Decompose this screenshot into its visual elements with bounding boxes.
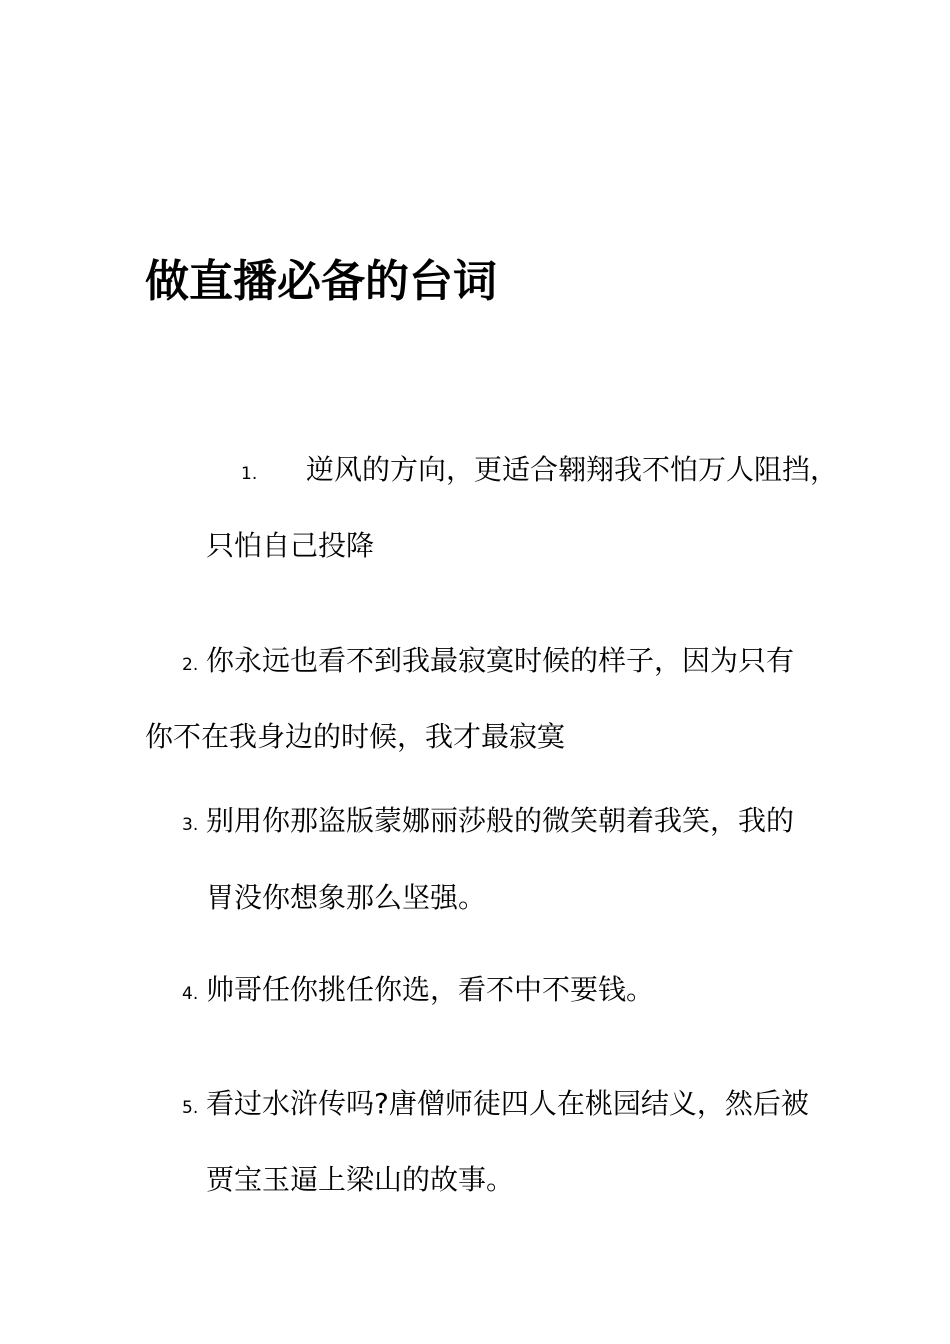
list-item-text-line: 别用你那盗版蒙娜丽莎般的微笑朝着我笑，我的 [206,804,795,837]
list-item-number: 3. [182,815,199,835]
document-title: 做直播必备的台词 [145,256,497,307]
list-item-text-line: 逆风的方向，更适合翱翔我不怕万人阻挡， [306,453,839,486]
list-item-number: 2. [182,655,199,675]
list-item-text-line: 胃没你想象那么坚强。 [206,881,487,914]
list-item-text-line: 帅哥任你挑任你选，看不中不要钱。 [206,973,655,1006]
list-item-text-line: 你不在我身边的时候，我才最寂寞 [145,720,566,753]
list-item-text-line: 贾宝玉逼上梁山的故事。 [206,1163,515,1196]
list-item-text-line: 只怕自己投降 [206,529,375,562]
list-item-number: 4. [182,984,199,1004]
list-item-number: 1. [241,464,258,484]
list-item-text-line: 看过水浒传吗?唐僧师徒四人在桃园结义，然后被 [206,1087,809,1120]
list-item-number: 5. [182,1098,199,1118]
list-item-text-line: 你永远也看不到我最寂寞时候的样子，因为只有 [206,644,795,677]
